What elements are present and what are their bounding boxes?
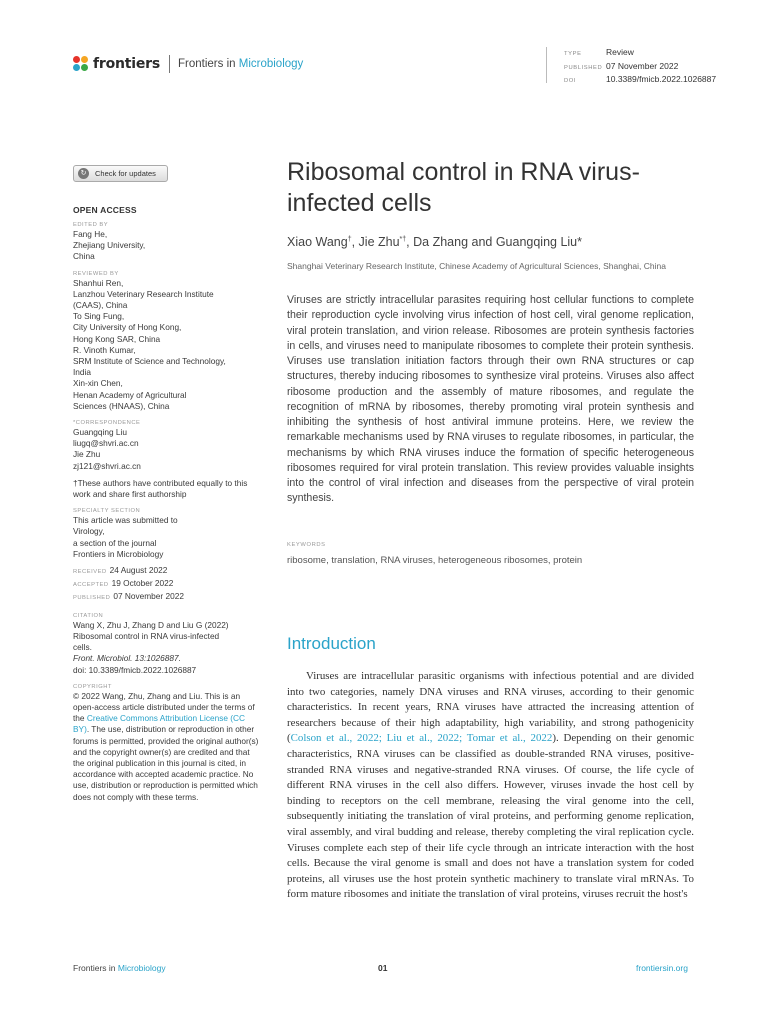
correspondence-list: Guangqing Liu liugq@shvri.ac.cn Jie Zhu zj121@shvri.ac.cn (73, 427, 263, 472)
footer-journal: Frontiers in Microbiology (73, 963, 166, 973)
sidebar (73, 165, 263, 803)
meta-type: TYPE Review (564, 47, 634, 57)
refresh-icon: ↻ (78, 168, 89, 179)
author-name[interactable]: Da Zhang and Guangqing Liu (413, 235, 578, 249)
specialty-label: SPECIALTY SECTION (73, 508, 141, 515)
received-date: RECEIVED 24 August 2022 (73, 565, 168, 576)
check-for-updates-button[interactable]: ↻ Check for updates (73, 165, 168, 182)
dates-list (73, 565, 263, 605)
open-access-label: OPEN ACCESS (73, 205, 137, 215)
reviewed-by-list: Shanhui Ren, Lanzhou Veterinary Research Institute (CAAS), China To Sing Fung, City University of Hong Kong, Hong Kong SAR, China R. Vinoth Kumar, SRM Institute of Science and Technology, India Xin-xin Chen, Henan Academy of Agricultural Sciences (HNAAS), China (73, 277, 226, 411)
reviewed-by-label: REVIEWED BY (73, 270, 119, 277)
citation-link[interactable]: Colson et al., 2022; Liu et al., 2022; Tomar et al., 2022 (290, 732, 553, 745)
introduction-heading: Introduction (287, 634, 376, 653)
keywords: ribosome, translation, RNA viruses, heterogeneous ribosomes, protein (287, 555, 583, 566)
equal-contribution-note: †These authors have contributed equally to this work and share first authorship (73, 477, 248, 500)
copyright-label: COPYRIGHT (73, 683, 112, 690)
cc-by-link[interactable]: Creative Commons Attribution License (CC BY) (73, 713, 246, 735)
author-name[interactable]: Jie Zhu (358, 235, 400, 249)
brand-name: frontiers (93, 56, 161, 72)
email-link[interactable]: zj121@shvri.ac.cn (73, 460, 141, 471)
meta-doi[interactable]: DOI 10.3389/fmicb.2022.1026887 (564, 74, 717, 84)
article-meta (546, 47, 716, 83)
affiliation: Shanghai Veterinary Research Institute, Chinese Academy of Agricultural Sciences, Shanghai, China (287, 261, 666, 271)
correspondence-label: *CORRESPONDENCE (73, 420, 141, 427)
journal-name[interactable]: Frontiers in Microbiology (178, 58, 304, 70)
accepted-date: ACCEPTED 19 October 2022 (73, 578, 174, 589)
citation-block: Wang X, Zhu J, Zhang D and Liu G (2022) Ribosomal control in RNA virus-infected cells. Front. Microbiol. 13:1026887. doi: 10.3389/fmicb.2022.1026887 (73, 619, 229, 675)
published-date: PUBLISHED 07 November 2022 (73, 591, 184, 602)
citation-label: CITATION (73, 612, 104, 619)
frontiers-logo-icon (73, 56, 89, 72)
author-name[interactable]: Xiao Wang (287, 235, 348, 249)
abstract: Viruses are strictly intracellular parasites requiring host cellular functions to complete their reproduction cycle involving virus infection of host cell, viral genome replication, viral protein translation, and virion release. Ribosomes are protein synthesis factories in cells, and viruses need to manipulate ribosomes to complete their protein synthesis. Viruses use translation initiation factors through their own RNA structures or cap structures, thereby inducing ribosomes to synthesize viral proteins. Viruses also affect ribosome production and the assembly of mature ribosomes, and regulate the recognition of mRNA by ribosomes, thereby promoting viral protein synthesis and inhibiting the synthesis of host antiviral immune proteins. Here, we review the remarkable mechanisms used by RNA viruses to regulate ribosomes, in particular, the mechanisms by which RNA viruses induce the formation of specific heterogeneous ribosomes required for viral protein translation. This review provides valuable insights into the control of viral infection and diseases from the perspective of viral protein synthesis. (287, 294, 694, 505)
meta-published: PUBLISHED 07 November 2022 (564, 60, 679, 71)
logo-divider (169, 55, 170, 73)
page-number: 01 (378, 963, 388, 973)
email-link[interactable]: liugq@shvri.ac.cn (73, 438, 139, 449)
author-list: Xiao Wang†, Jie Zhu*†, Da Zhang and Guangqing Liu* (287, 235, 583, 249)
introduction-text: Viruses are intracellular parasitic organisms with infectious potential and are divided into two categories, namely DNA viruses and RNA viruses, according to their genomic characteristics. In recent years, RNA viruses have attracted the increasing attention of researchers because of their high adaptability, high variability, and strong pathogenicity (Colson et al., 2022; Liu et al., 2022; Tomar et al., 2022). Depending on their genomic characteristics, RNA viruses can be classified as double-stranded RNA viruses, positive-stranded RNA viruses and negative-stranded RNA viruses. Of course, the life cycle of different RNA viruses in the cell also differs. However, viruses invade the host cell by binding to receptors on the cell membrane, releasing the viral genome into the cell, subsequently initiating the translation of viral proteins, and performing genome replication, viral assembly, and viral budding and release, thereby completing the viral replication cycle. Viruses complete each step of their life cycle through an intricate interaction with the host cells. Because the viral genome is small and does not have a translation system for coded proteins, all viruses use the host protein synthetic machinery to translate viral mRNAs. To form mature ribosomes and initiate the translation of viral proteins, viruses recruit the host's (287, 670, 694, 901)
edited-by-list: Fang He, Zhejiang University, China (73, 229, 146, 262)
specialty-list: This article was submitted to Virology, a section of the journal Frontiers in Microbiology (73, 515, 178, 559)
copyright-text: © 2022 Wang, Zhu, Zhang and Liu. This is an open-access article distributed under the terms of the Creative Commons Attribution License (CC BY). The use, distribution or reproduction in other forums is permitted, provided the original author(s) and the copyright owner(s) are credited and that the original publication in this journal is cited, in accordance with accepted academic practice. No use, distribution or reproduction is permitted which does not comply with these terms. (73, 690, 259, 802)
edited-by-label: EDITED BY (73, 222, 109, 228)
frontiersin-link[interactable]: frontiersin.org (636, 963, 688, 973)
keywords-label: KEYWORDS (287, 542, 326, 548)
frontiers-logo[interactable] (73, 55, 303, 73)
article-title: Ribosomal control in RNA virus-infected cells (287, 158, 640, 217)
